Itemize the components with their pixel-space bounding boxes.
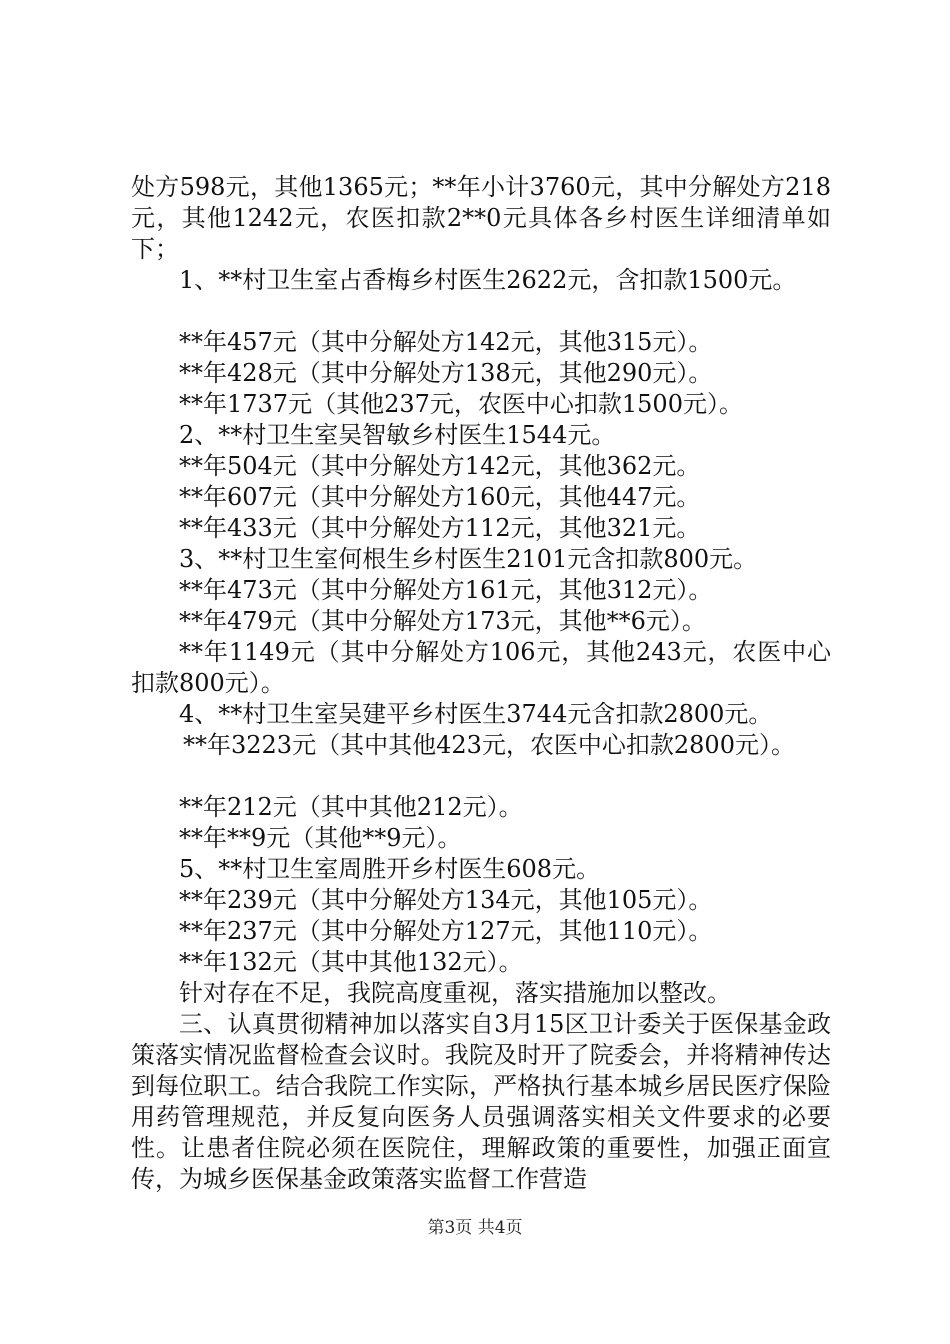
paragraph-section-three: 三、认真贯彻精神加以落实自3月15区卫计委关于医保基金政策落实情况监督检查会议时。我院及时开了院委会，并将精神传达到每位职工。结合我院工作实际，严格执行基本城乡居民医疗保险用药管理规范，并反复向医务人员强调落实相关文件要求的必要性。让患者住院必须在医院住，理解政策的重要性，加强正面宣传，为城乡医保基金政策落实监督工作营造 xyxy=(131,1010,831,1193)
paragraph-item-1-heading: 1、**村卫生室占香梅乡村医生2622元，含扣款1500元。 xyxy=(179,266,797,294)
paragraph-item-1-year-2: **年428元（其中分解处方138元，其他290元）。 xyxy=(179,359,713,387)
paragraph-item-1-year-1: **年457元（其中分解处方142元，其他315元）。 xyxy=(179,328,713,356)
paragraph-item-5-heading: 5、**村卫生室周胜开乡村医生608元。 xyxy=(179,855,601,883)
paragraph-item-4-year-1: **年3223元（其中其他423元，农医中心扣款2800元）。 xyxy=(183,731,795,759)
paragraph-item-3-year-2: **年479元（其中分解处方173元，其他**6元）。 xyxy=(179,607,706,635)
page-footer: 第3页 共4页 xyxy=(427,1218,523,1238)
paragraph-item-5-year-3: **年132元（其中其他132元）。 xyxy=(179,948,523,976)
paragraph-item-2-year-1: **年504元（其中分解处方142元，其他362元。 xyxy=(179,452,701,480)
paragraph-item-5-year-1: **年239元（其中分解处方134元，其他105元）。 xyxy=(179,886,713,914)
paragraph-item-2-year-2: **年607元（其中分解处方160元，其他447元。 xyxy=(179,483,701,511)
paragraph-rectification: 针对存在不足，我院高度重视，落实措施加以整改。 xyxy=(179,979,731,1007)
paragraph-item-1-year-3: **年1737元（其他237元，农医中心扣款1500元）。 xyxy=(179,390,743,418)
paragraph-item-4-heading: 4、**村卫生室吴建平乡村医生3744元含扣款2800元。 xyxy=(179,700,773,728)
paragraph-item-2-year-3: **年433元（其中分解处方112元，其他321元。 xyxy=(179,514,701,542)
paragraph-item-4-year-2: **年212元（其中其他212元）。 xyxy=(179,793,523,821)
paragraph-item-3-year-3: **年1149元（其中分解处方106元，其他243元，农医中心扣款800元）。 xyxy=(131,638,831,697)
document-body xyxy=(131,172,831,1195)
paragraph-carryover: 处方598元，其他1365元；**年小计3760元，其中分解处方218元，其他1242元，农医扣款2**0元具体各乡村医生详细清单如下； xyxy=(131,173,831,263)
paragraph-item-3-year-1: **年473元（其中分解处方161元，其他312元）。 xyxy=(179,576,713,604)
paragraph-item-3-heading: 3、**村卫生室何根生乡村医生2101元含扣款800元。 xyxy=(179,545,758,573)
paragraph-item-5-year-2: **年237元（其中分解处方127元，其他110元）。 xyxy=(179,917,713,945)
paragraph-item-4-year-3: **年**9元（其他**9元）。 xyxy=(179,824,462,852)
paragraph-item-2-heading: 2、**村卫生室吴智敏乡村医生1544元。 xyxy=(179,421,616,449)
